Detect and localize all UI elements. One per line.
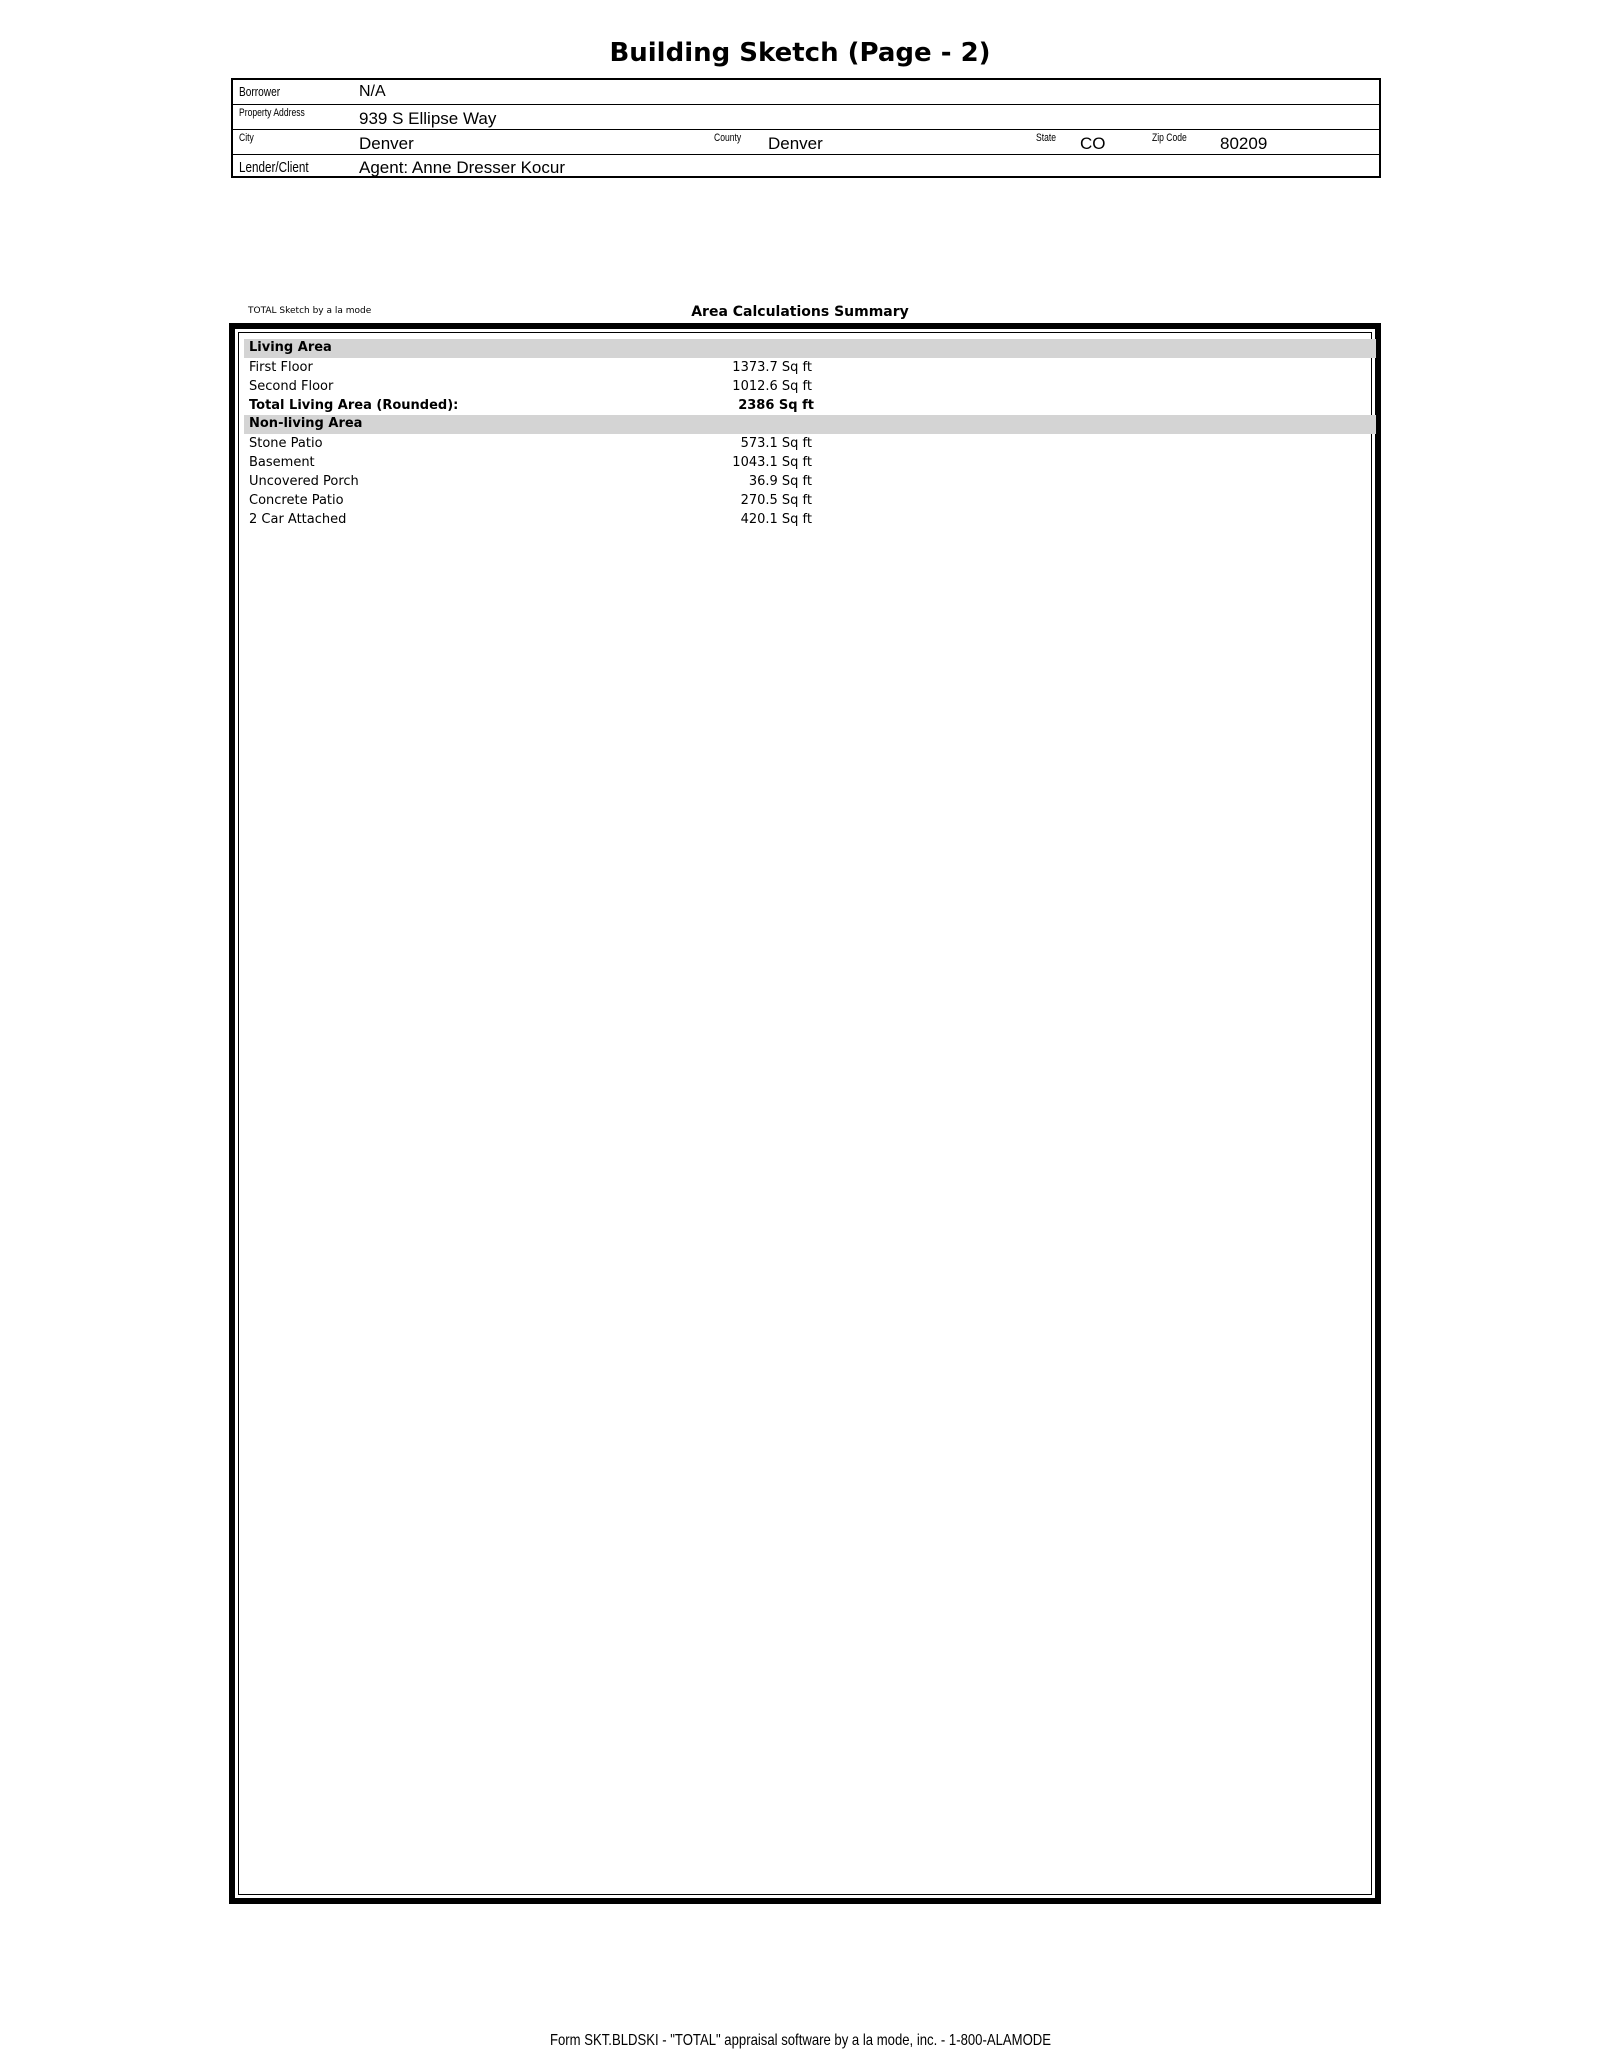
item-name: Concrete Patio	[249, 493, 344, 508]
item-name: Uncovered Porch	[249, 474, 359, 489]
zip-value: 80209	[1220, 134, 1268, 153]
city-label: City	[239, 132, 254, 144]
city-value: Denver	[359, 134, 414, 153]
item-value: 573.1 Sq ft	[740, 436, 812, 451]
list-item	[244, 358, 1376, 377]
form-footer	[0, 2032, 1600, 2050]
address-label: Property Address	[239, 107, 305, 119]
nonliving-area-heading: Non-living Area	[249, 416, 363, 431]
living-area-heading: Living Area	[249, 340, 332, 355]
summary-title: Area Calculations Summary	[691, 304, 909, 320]
total-living-row	[244, 396, 1376, 415]
borrower-value: N/A	[359, 83, 386, 100]
city-row	[233, 130, 1379, 155]
page-title: Building Sketch (Page - 2)	[609, 38, 991, 68]
sketch-credit: TOTAL Sketch by a la mode	[248, 306, 372, 316]
item-name: Stone Patio	[249, 436, 323, 451]
lender-value: Agent: Anne Dresser Kocur	[359, 158, 566, 177]
item-value: 420.1 Sq ft	[740, 512, 812, 527]
state-label: State	[1036, 132, 1057, 144]
item-name: Second Floor	[249, 379, 334, 394]
list-item	[244, 510, 1376, 529]
address-value: 939 S Ellipse Way	[359, 109, 497, 128]
inner-border	[238, 332, 1372, 1895]
state-value: CO	[1080, 134, 1106, 153]
list-item	[244, 491, 1376, 510]
living-area-heading-row	[244, 339, 1376, 358]
item-value: 1373.7 Sq ft	[732, 360, 812, 375]
footer-text: Form SKT.BLDSKI - "TOTAL" appraisal software by a la mode, inc. - 1-800-ALAMODE	[549, 2032, 1051, 2049]
county-label: County	[714, 132, 742, 144]
subject-header-table	[231, 78, 1381, 178]
nonliving-area-heading-row	[244, 415, 1376, 434]
address-row	[233, 105, 1379, 130]
list-item	[244, 434, 1376, 453]
total-living-label: Total Living Area (Rounded):	[249, 398, 459, 413]
borrower-label: Borrower	[239, 84, 281, 99]
item-name: Basement	[249, 455, 315, 470]
list-item	[244, 453, 1376, 472]
item-value: 270.5 Sq ft	[740, 493, 812, 508]
item-value: 1012.6 Sq ft	[732, 379, 812, 394]
total-living-value: 2386 Sq ft	[738, 398, 814, 413]
county-value: Denver	[768, 134, 823, 153]
item-value: 1043.1 Sq ft	[732, 455, 812, 470]
list-item	[244, 472, 1376, 491]
item-name: 2 Car Attached	[249, 512, 347, 527]
list-item	[244, 377, 1376, 396]
zip-label: Zip Code	[1152, 132, 1187, 144]
lender-row	[233, 155, 1379, 180]
item-value: 36.9 Sq ft	[748, 474, 812, 489]
borrower-row	[233, 80, 1379, 105]
area-summary-box	[229, 323, 1381, 1904]
item-name: First Floor	[249, 360, 313, 375]
lender-label: Lender/Client	[239, 159, 309, 176]
